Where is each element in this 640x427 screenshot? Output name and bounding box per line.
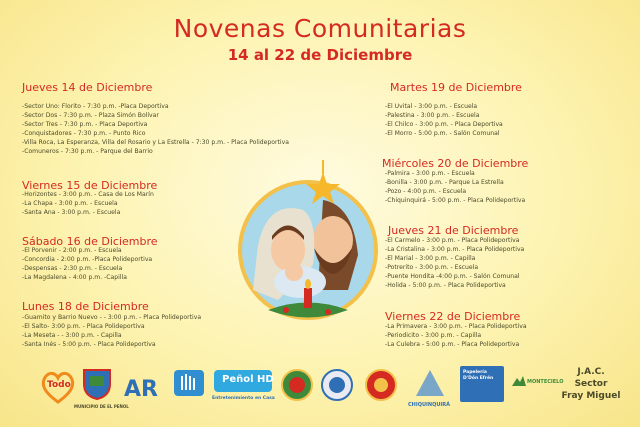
day-heading-jueves-21: Jueves 21 de Diciembre — [388, 224, 519, 237]
peniol-hd-tagline: Entretenimiento en Casa — [212, 396, 275, 401]
schedule-item: -Palestina - 3:00 p.m. - Escuela — [385, 112, 480, 119]
community-seal-icon — [320, 368, 354, 402]
schedule-item: -Concordia - 2:00 p.m. -Placa Polideportiva — [22, 256, 153, 263]
schedule-item: -Chiquinquirá - 5:00 p.m. - Placa Polideportiva — [385, 197, 526, 204]
schedule-item: -Santa Inés - 5:00 p.m. - Placa Polideportiva — [22, 341, 156, 348]
montecielo-logo-icon — [512, 374, 526, 388]
schedule-item: -Sector Tres - 7:30 p.m. - Placa Deportiva — [22, 121, 148, 128]
schedule-item: -Pozo - 4:00 p.m. - Escuela — [385, 188, 467, 195]
schedule-item: -Sector Uno: Florito - 7:30 p.m. -Placa Deportiva — [22, 103, 169, 110]
schedule-list-viernes-22 — [385, 322, 527, 349]
schedule-item: -El Uvital - 3:00 p.m. - Escuela — [385, 103, 478, 110]
schedule-item: -La Culebra - 5:00 p.m. - Placa Polideportiva — [385, 341, 520, 348]
jac-sector-credit — [556, 366, 626, 402]
page-subtitle: 14 al 22 de Diciembre — [227, 46, 413, 64]
municipio-shield-icon — [80, 366, 114, 400]
schedule-item: -Villa Roca, La Esperanza, Villa del Rosario y La Estrella - 7:30 p.m. - Placa Polideportiva — [22, 139, 289, 146]
schedule-list-viernes-15 — [22, 190, 154, 217]
schedule-list-miercoles-20 — [385, 169, 525, 205]
day-heading-viernes-22: Viernes 22 de Diciembre — [385, 310, 521, 323]
day-heading-jueves-14: Jueves 14 de Diciembre — [22, 81, 153, 94]
jac-line-3: Fray Miguel — [561, 391, 621, 401]
schedule-list-jueves-21 — [385, 236, 524, 290]
schedule-item: -La Cristalina - 3:00 p.m. - Placa Polideportiva — [385, 246, 525, 253]
schedule-item: -Puente Hondita -4:00 p.m. - Salón Comunal — [385, 273, 520, 280]
schedule-item: -Sector Dos - 7:30 p.m. - Plaza Simón Bolívar — [22, 112, 159, 119]
schedule-item: -El Chilco - 3:00 p.m. - Placa Deportiva — [385, 121, 503, 128]
day-heading-miercoles-20: Miércoles 20 de Diciembre — [382, 157, 529, 170]
ar-logo-icon — [120, 372, 162, 402]
schedule-item: -Palmira - 3:00 p.m. - Escuela — [385, 170, 475, 177]
schedule-item: -El Marial - 3:00 p.m. - Capilla — [385, 255, 476, 262]
day-heading-viernes-15: Viernes 15 de Diciembre — [22, 179, 158, 192]
candle-icon — [304, 288, 312, 308]
schedule-item: -La Chapa - 3:00 p.m. - Escuela — [22, 200, 118, 207]
parish-seal-icon — [280, 368, 314, 402]
schedule-item: -La Magdalena - 4:00 p.m. -Capilla — [22, 274, 127, 281]
day-heading-lunes-18: Lunes 18 de Diciembre — [22, 300, 149, 313]
montecielo-text: MONTECIELO — [527, 379, 564, 385]
peniol-hd-text: Peñol HD — [222, 374, 274, 385]
page-title: Novenas Comunitarias — [173, 14, 467, 43]
schedule-item: -Horizontes - 3:00 p.m. - Casa de Los Marín — [22, 191, 154, 198]
sponsors-bar — [0, 360, 640, 427]
schedule-list-lunes-18 — [22, 313, 201, 349]
schedule-item: -Holida - 5:00 p.m. - Placa Polideportiva — [385, 282, 506, 289]
schedule-item: -El Morro - 5:00 p.m. - Salón Comunal — [385, 130, 500, 137]
svg-text:AR: AR — [124, 377, 158, 402]
schedule-item: -Bonilla - 3:00 p.m. - Parque La Estrella — [385, 179, 504, 186]
schedule-list-martes-19 — [385, 102, 503, 138]
jac-line-2: Sector — [574, 379, 608, 389]
red-seal-icon — [364, 368, 398, 402]
schedule-item: -Periodicito - 3:00 p.m. - Capilla — [385, 332, 482, 339]
papeleria-text: Papelería D'Dón Efrén — [463, 370, 494, 381]
schedule-item: -El Carmelo - 3:00 p.m. - Placa Polideportiva — [385, 237, 520, 244]
chiquinquira-logo-icon — [410, 366, 450, 400]
nativity-illustration — [228, 160, 388, 330]
hands-logo-icon — [172, 368, 206, 402]
todo-logo-text: Todo — [47, 380, 71, 390]
municipio-text: MUNICIPIO DE EL PEÑOL — [74, 404, 129, 409]
schedule-item: -La Meseta - - 3:00 p.m. - Capilla — [22, 332, 122, 339]
baby-face-icon — [285, 263, 303, 281]
schedule-item: -Comuneros - 7:30 p.m. - Parque del Barrio — [22, 148, 153, 155]
schedule-item: -El Salto- 3:00 p.m. - Placa Polideportiva — [22, 323, 145, 330]
day-heading-martes-19: Martes 19 de Diciembre — [390, 81, 522, 94]
day-heading-sabado-16: Sábado 16 de Diciembre — [22, 235, 158, 248]
schedule-item: -La Primavera - 3:00 p.m. - Placa Polideportiva — [385, 323, 527, 330]
schedule-item: -Conquistadores - 7:30 p.m. - Punto Rico — [22, 130, 146, 137]
schedule-item: -Potrerito - 3:00 p.m. - Escuela — [385, 264, 479, 271]
schedule-list-jueves-14 — [22, 102, 289, 156]
chiquinquira-text: CHIQUINQUIRÁ — [408, 402, 450, 408]
schedule-item: -El Porvenir - 2:00 p.m. - Escuela — [22, 247, 122, 254]
schedule-item: -Guamito y Barrio Nuevo - - 3:00 p.m. - Placa Polideportiva — [22, 314, 202, 321]
schedule-item: -Santa Ana - 3:00 p.m. - Escuela — [22, 209, 121, 216]
jac-line-1: J.A.C. — [577, 367, 605, 377]
schedule-item: -Despensas - 2:30 p.m. - Escuela — [22, 265, 123, 272]
schedule-list-sabado-16 — [22, 246, 152, 282]
